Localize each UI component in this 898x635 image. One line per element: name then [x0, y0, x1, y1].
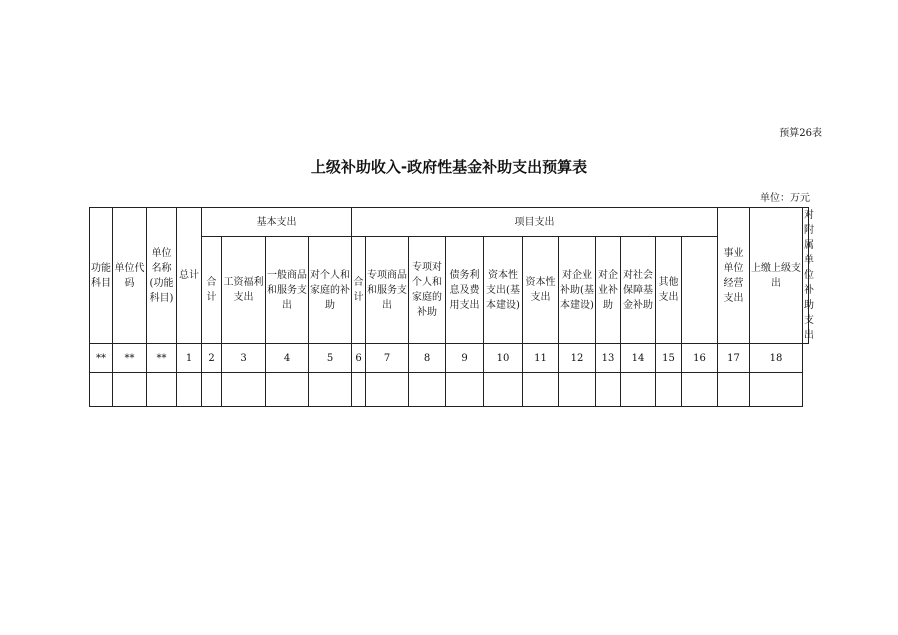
data-cell[interactable] [523, 373, 559, 407]
data-cell[interactable] [366, 373, 409, 407]
data-cell[interactable] [596, 373, 621, 407]
index-cell: 15 [656, 344, 682, 373]
index-cell: 13 [596, 344, 621, 373]
index-cell: 10 [484, 344, 523, 373]
col-proj-capital-infra: 资本性支出(基本建设) [484, 237, 523, 344]
index-cell: 11 [523, 344, 559, 373]
group-project-expense: 项目支出 [352, 208, 718, 237]
data-row [90, 373, 809, 407]
index-cell: ** [113, 344, 147, 373]
index-cell: 9 [446, 344, 484, 373]
index-cell: 1 [177, 344, 202, 373]
col-proj-social-security: 对社会保障基金补助 [621, 237, 656, 344]
index-cell: 18 [750, 344, 803, 373]
index-cell: 16 [682, 344, 718, 373]
col-unit-code: 单位代码 [113, 208, 147, 344]
data-cell[interactable] [202, 373, 222, 407]
data-cell[interactable] [352, 373, 366, 407]
col-basic-wage: 工资福利支出 [222, 237, 266, 344]
data-cell[interactable] [90, 373, 113, 407]
data-cell[interactable] [446, 373, 484, 407]
data-cell[interactable] [718, 373, 750, 407]
data-cell[interactable] [147, 373, 177, 407]
index-cell: 3 [222, 344, 266, 373]
index-row [90, 344, 809, 373]
budget-table [89, 207, 815, 407]
index-cell: 17 [718, 344, 750, 373]
form-number: 预算26表 [779, 128, 822, 139]
data-cell[interactable] [621, 373, 656, 407]
page-title: 上级补助收入-政府性基金补助支出预算表 [310, 158, 588, 176]
col-proj-goods: 专项商品和服务支出 [366, 237, 409, 344]
data-cell[interactable] [484, 373, 523, 407]
data-cell[interactable] [177, 373, 202, 407]
unit-label: 单位：万元 [760, 193, 810, 204]
col-basic-goods: 一般商品和服务支出 [266, 237, 309, 344]
col-proj-enterprise-infra: 对企业补助(基本建设) [559, 237, 596, 344]
col-upper: 上缴上级支出 [750, 208, 803, 344]
col-proj-debt: 债务利息及费用支出 [446, 237, 484, 344]
index-cell: 8 [409, 344, 446, 373]
index-cell: 4 [266, 344, 309, 373]
index-cell: 6 [352, 344, 366, 373]
header-row-1 [90, 208, 809, 237]
col-proj-personal: 专项对个人和家庭的补助 [409, 237, 446, 344]
col-func-subject: 功能科目 [90, 208, 113, 344]
col-proj-sum: 合计 [352, 237, 366, 344]
index-cell: 14 [621, 344, 656, 373]
col-basic-sum: 合计 [202, 237, 222, 344]
col-subsidiary: 对附属单位补助支出 [803, 208, 809, 344]
data-cell[interactable] [409, 373, 446, 407]
index-cell: ** [147, 344, 177, 373]
data-cell[interactable] [222, 373, 266, 407]
index-cell: 7 [366, 344, 409, 373]
index-cell: 5 [309, 344, 352, 373]
col-total: 总计 [177, 208, 202, 344]
col-proj-enterprise: 对企业补助 [596, 237, 621, 344]
data-cell[interactable] [309, 373, 352, 407]
data-cell[interactable] [113, 373, 147, 407]
col-unit-name: 单位名称(功能科目) [147, 208, 177, 344]
index-cell: 2 [202, 344, 222, 373]
data-cell[interactable] [266, 373, 309, 407]
col-proj-capital: 资本性支出 [523, 237, 559, 344]
index-cell: ** [90, 344, 113, 373]
col-basic-personal: 对个人和家庭的补助 [309, 237, 352, 344]
col-operating: 事业单位经营支出 [718, 208, 750, 344]
group-basic-expense: 基本支出 [202, 208, 352, 237]
data-cell[interactable] [682, 373, 718, 407]
col-proj-other: 其他支出 [656, 237, 682, 344]
data-cell[interactable] [750, 373, 803, 407]
data-cell[interactable] [559, 373, 596, 407]
data-cell[interactable] [656, 373, 682, 407]
index-cell: 12 [559, 344, 596, 373]
